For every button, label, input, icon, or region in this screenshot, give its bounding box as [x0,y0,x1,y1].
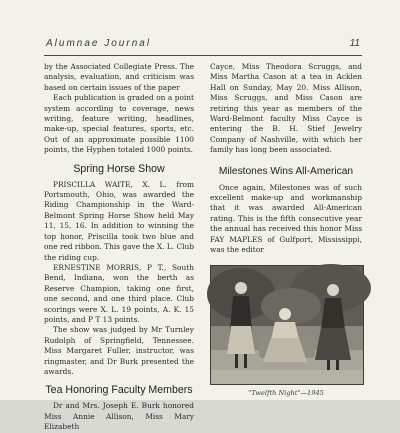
paragraph-milestones: Once again, Milestones was of such excellent make-up and workmanship that it was awarded All-American rating. This is the fifth consecutive year the annual has received this honor Miss FAY MAPLES of Gulfport, Mississippi, was the editor [210,182,362,255]
twelfth-night-photo [210,265,364,385]
paragraph-show-judged: The show was judged by Mr Turnley Rudolph of Springfield, Tennessee. Miss Margaret Fuller, instructor, was ringmaster, and Dr Burk presented the awards. [44,325,194,376]
journal-title: Alumnae Journal [46,38,152,49]
right-column [210,62,362,256]
heading-milestones-all-american: Milestones Wins All-American [218,165,354,177]
page-number: 11 [349,38,360,49]
paragraph-point-system: Each publication is graded on a point system according to coverage, news writing, feature writing, headlines, make-up, special features, sports, etc. Out of an approximate possible 1100 points, the Hyphen totaled 1000 points. [44,93,194,155]
heading-spring-horse-show: Spring Horse Show [73,162,165,175]
photo-caption: "Twelfth Night"—1945 [248,389,324,397]
header-rule [44,55,362,56]
photo-illustration [211,266,363,384]
paragraph-burk-tea: Dr and Mrs. Joseph E. Burk honored Miss Annie Allison, Miss Mary Elizabeth [44,401,194,432]
left-column [44,62,194,433]
page-header [46,38,362,54]
paragraph-ernestine-morris: ERNESTINE MORRIS, P T., South Bend, Indiana, won the berth as Reserve Champion, taking one first, one second, and one third place. Club scorings were X. L. 19 points, A. K. 15 points, and P T 13 points. [44,262,194,324]
paragraph-tea-continued: Cayce, Miss Theodora Scruggs, and Miss Martha Cason at a tea in Acklen Hall on Sunday, May 20. Miss Allison, Miss Scruggs, and Miss Cason are retiring this year as members of the Ward-Belmont faculty Miss Cayce is entering the B. H. Stief Jewelry Company of Nashville, with which her family has long been associated. [210,62,362,155]
heading-tea-honoring-faculty: Tea Honoring Faculty Members [45,384,193,397]
paragraph-press-analysis: by the Associated Collegiate Press. The analysis, evaluation, and criticism was based on certain issues of the paper [44,62,194,92]
paragraph-priscilla-waite: PRISCILLA WAITE, X. L. from Portsmouth, Ohio, was awarded the Riding Championship in the Ward-Belmont Spring Horse Show held May 11, 15, 16. In addition to winning the top honor, Priscilla took two blue and one red ribbon. This gave the X. L. Club the riding cup. [44,179,194,262]
